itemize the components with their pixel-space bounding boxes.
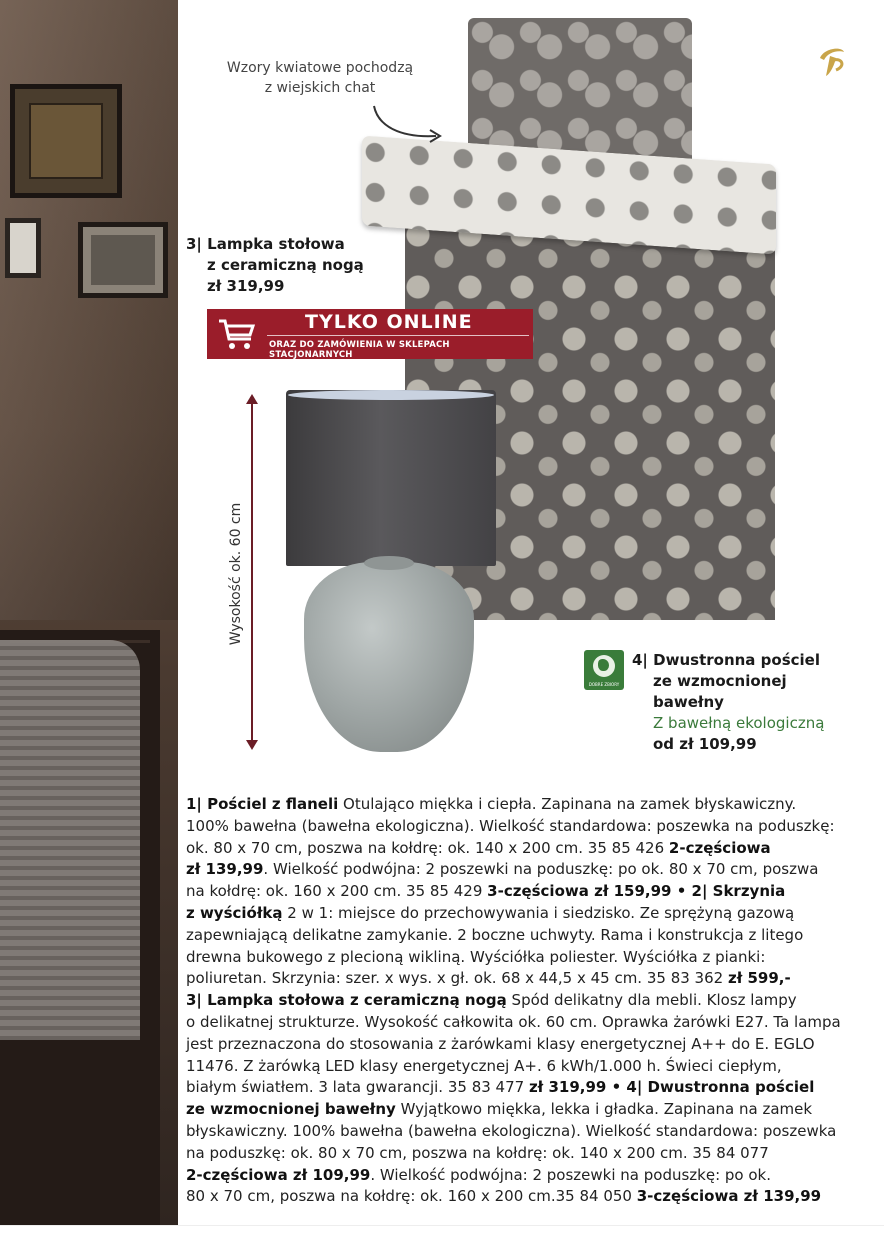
description-text: ok. 80 x 70 cm, poszwa na kołdrę: ok. 140 x 200 cm. 35 85 426 — [186, 838, 669, 857]
description-bold-text: zł 319,99 • 4| Dwustronna pościel — [528, 1078, 815, 1097]
description-bold-text: 2-częściowa — [668, 838, 771, 857]
bedding-callout-name1 — [632, 650, 824, 671]
eco-badge — [584, 650, 624, 690]
globe-icon — [593, 655, 615, 677]
description-bold-text: 3-częściowa zł 139,99 — [636, 1187, 822, 1206]
lamp-height-label: Wysokość ok. 60 cm — [228, 502, 244, 646]
description-line — [186, 881, 862, 903]
bedding-callout-name3: bawełny — [653, 693, 724, 711]
pattern-annotation — [210, 58, 430, 98]
description-text: o delikatnej strukturze. Wysokość całkowita ok. 60 cm. Oprawka żarówki E27. Ta lampa — [186, 1012, 841, 1031]
description-line — [186, 1099, 862, 1121]
description-line — [186, 1165, 862, 1187]
description-bold-text: 1| Pościel z flaneli — [186, 795, 339, 813]
description-bold-text: 3-częściowa zł 159,99 • 2| Skrzynia — [487, 882, 786, 901]
bedding-callout-name2: ze wzmocnionej — [653, 672, 787, 690]
description-line — [186, 816, 862, 838]
eco-badge-label: DOBRE ZBIORY — [588, 682, 620, 687]
bedding-callout-name-line1: Dwustronna pościel — [653, 651, 820, 669]
butterfly-frame — [5, 218, 41, 278]
description-bold-text: 3| Lampka stołowa z ceramiczną nogą — [186, 991, 507, 1010]
lamp-shade — [286, 390, 496, 566]
description-line — [186, 1012, 862, 1034]
annotation-line1: Wzory kwiatowe pochodzą — [226, 60, 414, 76]
description-line — [186, 1077, 862, 1099]
description-text: zapewniającą delikatne zamykanie. 2 boczne uchwyty. Rama i konstrukcja z litego — [186, 925, 804, 944]
bedding-callout-price: od zł 109,99 — [653, 735, 757, 753]
lamp-callout-name1: Lampka stołowa — [207, 235, 345, 253]
description-text: 80 x 70 cm, poszwa na kołdrę: ok. 160 x 200 cm.35 84 050 — [186, 1187, 637, 1206]
height-dimension-arrow-icon — [244, 392, 260, 752]
annotation-line2: z wiejskich chat — [264, 80, 376, 96]
description-text: Otulająco miękka i ciepła. Zapinana na zamek błyskawiczny. — [338, 795, 797, 813]
description-text: drewna bukowego z plecioną wikliną. Wyściółka poliester. Wyściółka z pianki: — [186, 947, 766, 966]
description-text: na kołdrę: ok. 160 x 200 cm. 35 85 429 — [186, 882, 488, 901]
bedding-callout — [632, 650, 824, 755]
online-banner-title: TYLKO ONLINE — [305, 311, 473, 333]
description-line — [186, 838, 862, 860]
online-banner-subtitle: ORAZ DO ZAMÓWIENIA W SKLEPACH STACJONARNYCH — [269, 340, 450, 360]
description-text: na poduszkę: ok. 80 x 70 cm, poszwa na kołdrę: ok. 140 x 200 cm. 35 84 077 — [186, 1143, 769, 1162]
description-line — [186, 1143, 862, 1165]
page-bottom-margin — [0, 1225, 884, 1251]
description-text: białym światłem. 3 lata gwarancji. 35 83 477 — [186, 1078, 529, 1097]
picture-frame — [10, 84, 122, 198]
description-text: . Wielkość podwójna: 2 poszewki na poduszkę: po ok. 80 x 70 cm, poszwa — [263, 860, 819, 879]
lamp-ceramic-base — [304, 562, 474, 752]
description-text: 11476. Z żarówką LED klasy energetycznej A+. 6 kWh/1.000 h. Świeci ciepłym, — [186, 1056, 782, 1075]
room-photo — [0, 0, 178, 1225]
description-line — [186, 859, 862, 881]
description-line — [186, 925, 862, 947]
lamp-callout-name2: z ceramiczną nogą — [207, 256, 364, 274]
description-line — [186, 990, 862, 1012]
online-banner-divider — [267, 335, 529, 336]
description-text: 100% bawełna (bawełna ekologiczna). Wielkość standardowa: poszewka na poduszkę: — [186, 816, 835, 835]
description-text: Wyjątkowo miękka, lekka i gładka. Zapinana na zamek — [395, 1100, 813, 1119]
annotation-arrow-icon — [370, 104, 450, 144]
lamp-image — [286, 390, 496, 760]
description-line — [186, 903, 862, 925]
landscape-frame — [78, 222, 168, 298]
description-text: Spód delikatny dla mebli. Klosz lampy — [506, 991, 797, 1010]
lamp-callout-price: zł 319,99 — [207, 277, 285, 295]
throw-blanket — [0, 640, 140, 1040]
shopping-cart-icon — [217, 317, 257, 351]
lamp-callout — [186, 234, 364, 297]
description-line — [186, 794, 862, 816]
brand-logo-icon — [814, 44, 848, 80]
description-line — [186, 968, 862, 990]
description-line — [186, 1121, 862, 1143]
description-line — [186, 947, 862, 969]
description-bold-text: zł 599,- — [727, 969, 791, 988]
description-text: . Wielkość podwójna: 2 poszewki na poduszkę: po ok. — [370, 1165, 771, 1184]
description-text: poliuretan. Skrzynia: szer. x wys. x gł. ok. 68 x 44,5 x 45 cm. 35 83 362 — [186, 969, 728, 988]
description-bold-text: zł 139,99 — [186, 860, 264, 879]
description-bold-text: 2-częściowa zł 109,99 — [186, 1165, 371, 1184]
description-text: błyskawiczny. 100% bawełna (bawełna ekologiczna). Wielkość standardowa: poszewka — [186, 1121, 837, 1140]
description-bold-text: z wyściółką — [186, 903, 283, 922]
description-line — [186, 1056, 862, 1078]
online-only-banner — [207, 309, 533, 359]
description-line — [186, 1034, 862, 1056]
description-text: jest przeznaczona do stosowania z żarówkami klasy energetycznej A++ do E. EGLO — [186, 1034, 815, 1053]
bedding-callout-number: 4| — [632, 651, 648, 669]
product-description — [186, 794, 862, 1208]
description-bold-text: ze wzmocnionej bawełny — [186, 1100, 396, 1119]
description-line — [186, 1186, 862, 1208]
description-text: 2 w 1: miejsce do przechowywania i siedzisko. Ze sprężyną gazową — [282, 903, 795, 922]
bedding-callout-note: Z bawełną ekologiczną — [653, 714, 825, 732]
lamp-callout-number: 3| — [186, 235, 202, 253]
